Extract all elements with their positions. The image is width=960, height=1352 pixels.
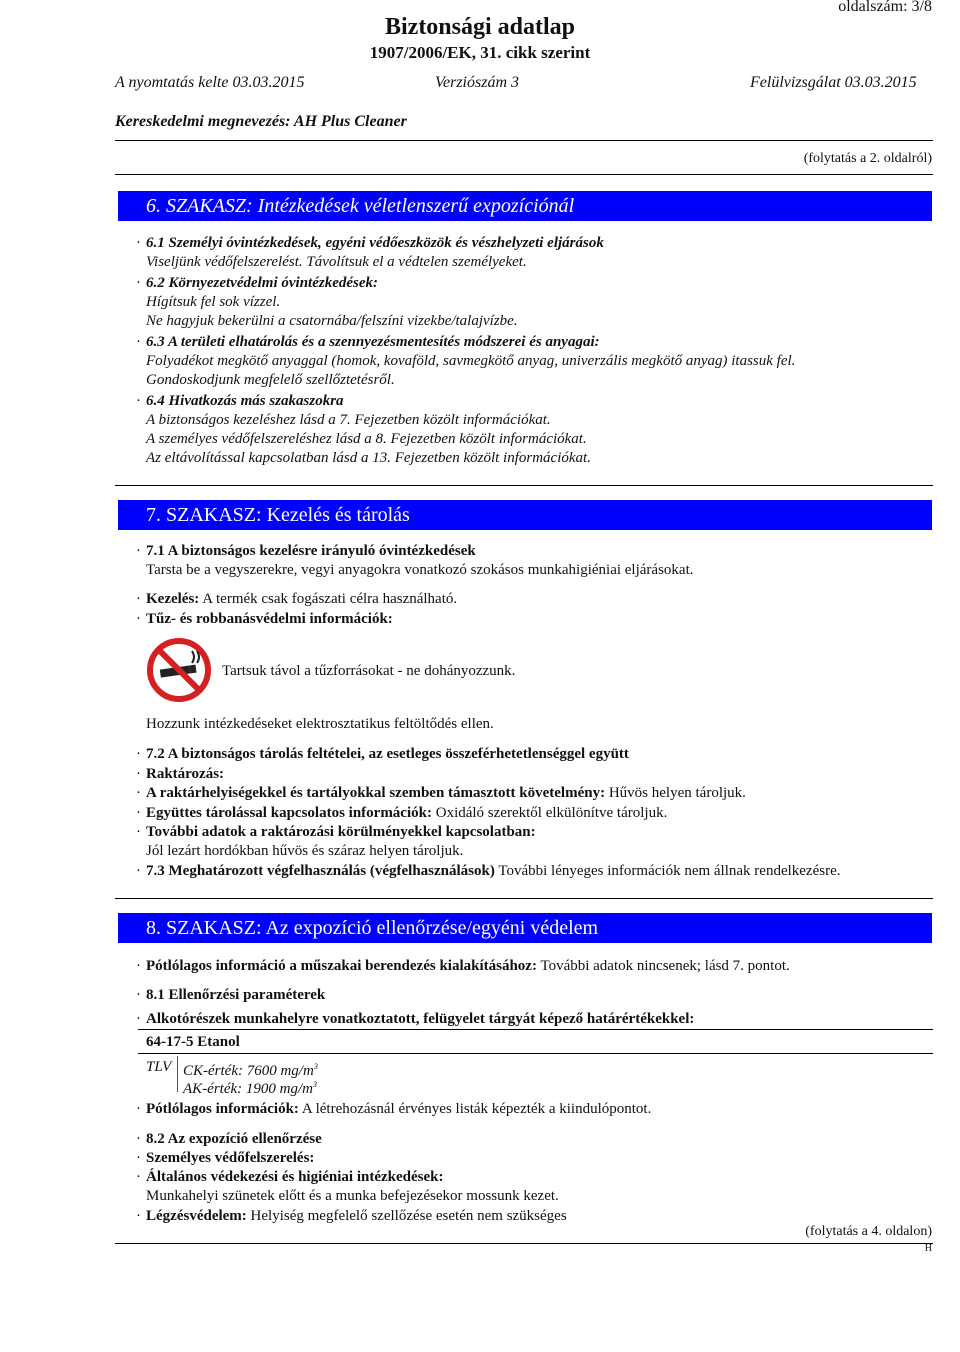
document-title: Biztonsági adatlap xyxy=(384,14,576,40)
ak-unit-sup: 3 xyxy=(312,1080,317,1089)
bullet-dot: · xyxy=(136,863,141,879)
s64-text-2: A személyes védőfelszereléshez lásd a 8. Fejezetben közölt információkat. xyxy=(146,431,587,447)
bullet-dot: · xyxy=(136,334,141,350)
bullet-dot: · xyxy=(136,1131,141,1147)
s62-text-2: Ne hagyjuk bekerülni a csatornába/felszíni vizekbe/talajvízbe. xyxy=(146,313,518,329)
additional-info-text: A létrehozásnál érvényes listák képezték a kiindulópontot. xyxy=(301,1101,652,1117)
bullet-dot: · xyxy=(136,393,141,409)
ak-value: AK-érték: 1900 mg/m xyxy=(183,1081,313,1097)
section8-heading: 8. SZAKASZ: Az expozíció ellenőrzése/egyéni védelem xyxy=(118,913,932,943)
tlv-separator xyxy=(177,1056,178,1092)
joint-storage-label: Együttes tárolással kapcsolatos információk: xyxy=(146,805,432,821)
bullet-dot: · xyxy=(136,591,141,607)
section-rule xyxy=(115,485,933,486)
further-storage-label: További adatok a raktározási körülményekkel kapcsolatban: xyxy=(146,824,536,840)
bullet-dot: · xyxy=(136,987,141,1003)
s81-title: 8.1 Ellenőrzési paraméterek xyxy=(146,987,326,1003)
bullet-dot: · xyxy=(136,958,141,974)
s63-title: 6.3 A területi elhatárolás és a szennyezésmentesítés módszerei és anyagai: xyxy=(146,334,600,350)
s73-text: További lényeges információk nem állnak rendelkezésre. xyxy=(498,863,841,879)
s72-title: 7.2 A biztonságos tárolás feltételei, az esetleges összeférhetetlenséggel együtt xyxy=(146,746,629,762)
hygiene-text: Munkahelyi szünetek előtt és a munka befejezésekor mossunk kezet. xyxy=(146,1188,559,1204)
section-rule xyxy=(115,898,933,899)
s62-text-1: Hígítsuk fel sok vízzel. xyxy=(146,294,281,310)
continued-from: (folytatás a 2. oldalról) xyxy=(803,151,932,166)
tlv-label: TLV xyxy=(146,1059,172,1075)
no-smoking-icon xyxy=(146,637,212,703)
further-storage-text: Jól lezárt hordókban hűvös és száraz helyen tároljuk. xyxy=(146,843,464,859)
revision-date: Felülvizsgálat 03.03.2015 xyxy=(750,74,917,91)
respiratory-label: Légzésvédelem: xyxy=(146,1208,247,1224)
section-rule xyxy=(115,174,933,175)
handling-row xyxy=(146,590,457,608)
table-rule xyxy=(138,1029,933,1030)
bullet-dot: · xyxy=(136,543,141,559)
version: Verziószám 3 xyxy=(435,74,520,91)
bullet-dot: · xyxy=(136,1169,141,1185)
continued-to: (folytatás a 4. oldalon) xyxy=(805,1224,932,1239)
s62-title: 6.2 Környezetvédelmi óvintézkedések: xyxy=(146,275,379,291)
trade-name: Kereskedelmi megnevezés: AH Plus Cleaner xyxy=(115,113,407,130)
ck-value: CK-érték: 7600 mg/m xyxy=(183,1063,314,1079)
requirement-label: A raktárhelyiségekkel és tartályokkal szemben támasztott követelmény: xyxy=(146,785,606,801)
handling-text: A termék csak fogászati célra használható. xyxy=(202,591,458,607)
bullet-dot: · xyxy=(136,235,141,251)
fire-text: Tartsuk távol a tűzforrásokat - ne dohányozzunk. xyxy=(222,663,516,679)
respiratory-text: Helyiség megfelelő szellőzése esetén nem szükséges xyxy=(250,1208,567,1224)
requirement-row xyxy=(146,784,746,802)
components-label: Alkotórészek munkahelyre vonatkoztatott, felügyelet tárgyát képező határértékekkel: xyxy=(146,1011,695,1027)
s64-text-3: Az eltávolítással kapcsolatban lásd a 13. Fejezetben közölt információkat. xyxy=(146,450,591,466)
ak-value-row xyxy=(183,1076,317,1098)
joint-storage-row xyxy=(146,804,667,822)
engineering-label: Pótlólagos információ a műszakai berendezés kialakításához: xyxy=(146,958,537,974)
bullet-dot: · xyxy=(136,824,141,840)
section7-heading: 7. SZAKASZ: Kezelés és tárolás xyxy=(118,500,932,530)
header-rule xyxy=(115,140,933,141)
section6-heading: 6. SZAKASZ: Intézkedések véletlenszerű expozíciónál xyxy=(118,191,932,221)
table-rule xyxy=(138,1053,933,1054)
footer-rule xyxy=(115,1243,933,1244)
bullet-dot: · xyxy=(136,1101,141,1117)
s73-title: 7.3 Meghatározott végfelhasználás (végfelhasználások) xyxy=(146,863,495,879)
s71-text: Tarsta be a vegyszerekre, vegyi anyagokra vonatkozó szokásos munkahigiéniai eljárásokat. xyxy=(146,562,694,578)
s64-title: 6.4 Hivatkozás más szakaszokra xyxy=(146,393,344,409)
electrostatic-text: Hozzunk intézkedéseket elektrosztatikus feltöltődés ellen. xyxy=(146,716,494,732)
bullet-dot: · xyxy=(136,275,141,291)
requirement-text: Hűvös helyen tároljuk. xyxy=(608,785,746,801)
document-subtitle: 1907/2006/EK, 31. cikk szerint xyxy=(369,43,591,62)
fire-label: Tűz- és robbanásvédelmi információk: xyxy=(146,611,393,627)
bullet-dot: · xyxy=(136,1150,141,1166)
additional-info-row xyxy=(146,1100,651,1118)
s63-text-2: Gondoskodjunk megfelelő szellőztetésről. xyxy=(146,372,395,388)
bullet-dot: · xyxy=(136,746,141,762)
s71-title: 7.1 A biztonságos kezelésre irányuló óvintézkedések xyxy=(146,543,476,559)
storage-label: Raktározás: xyxy=(146,766,225,782)
print-date: A nyomtatás kelte 03.03.2015 xyxy=(115,74,305,91)
s61-title: 6.1 Személyi óvintézkedések, egyéni védőeszközök és vészhelyzeti eljárások xyxy=(146,235,604,251)
engineering-text: További adatok nincsenek; lásd 7. pontot. xyxy=(540,958,790,974)
engineering-row xyxy=(146,957,790,975)
s64-text-1: A biztonságos kezeléshez lásd a 7. Fejezetben közölt információkat. xyxy=(146,412,551,428)
s82-title: 8.2 Az expozíció ellenőrzése xyxy=(146,1131,322,1147)
joint-storage-text: Oxidáló szerektől elkülönítve tároljuk. xyxy=(435,805,668,821)
bullet-dot: · xyxy=(136,805,141,821)
respiratory-row xyxy=(146,1207,567,1225)
page-number: oldalszám: 3/8 xyxy=(838,0,932,15)
bullet-dot: · xyxy=(136,611,141,627)
bullet-dot: · xyxy=(136,785,141,801)
handling-label: Kezelés: xyxy=(146,591,200,607)
substance-name: 64-17-5 Etanol xyxy=(146,1034,240,1050)
bullet-dot: · xyxy=(136,766,141,782)
s61-text: Viseljünk védőfelszerelést. Távolítsuk el a védtelen személyeket. xyxy=(146,254,527,270)
bullet-dot: · xyxy=(136,1011,141,1027)
ppe-label: Személyes védőfelszerelés: xyxy=(146,1150,315,1166)
additional-info-label: Pótlólagos információk: xyxy=(146,1101,299,1117)
s73-row xyxy=(146,862,841,880)
language-code: H xyxy=(924,1243,932,1254)
ck-unit-sup: 3 xyxy=(313,1062,318,1071)
s63-text-1: Folyadékot megkötő anyaggal (homok, kovaföld, savmegkötő anyag, univerzális megkötő anyag) itassuk fel. xyxy=(146,353,796,369)
bullet-dot: · xyxy=(136,1208,141,1224)
hygiene-label: Általános védekezési és higiéniai intézkedések: xyxy=(146,1169,444,1185)
